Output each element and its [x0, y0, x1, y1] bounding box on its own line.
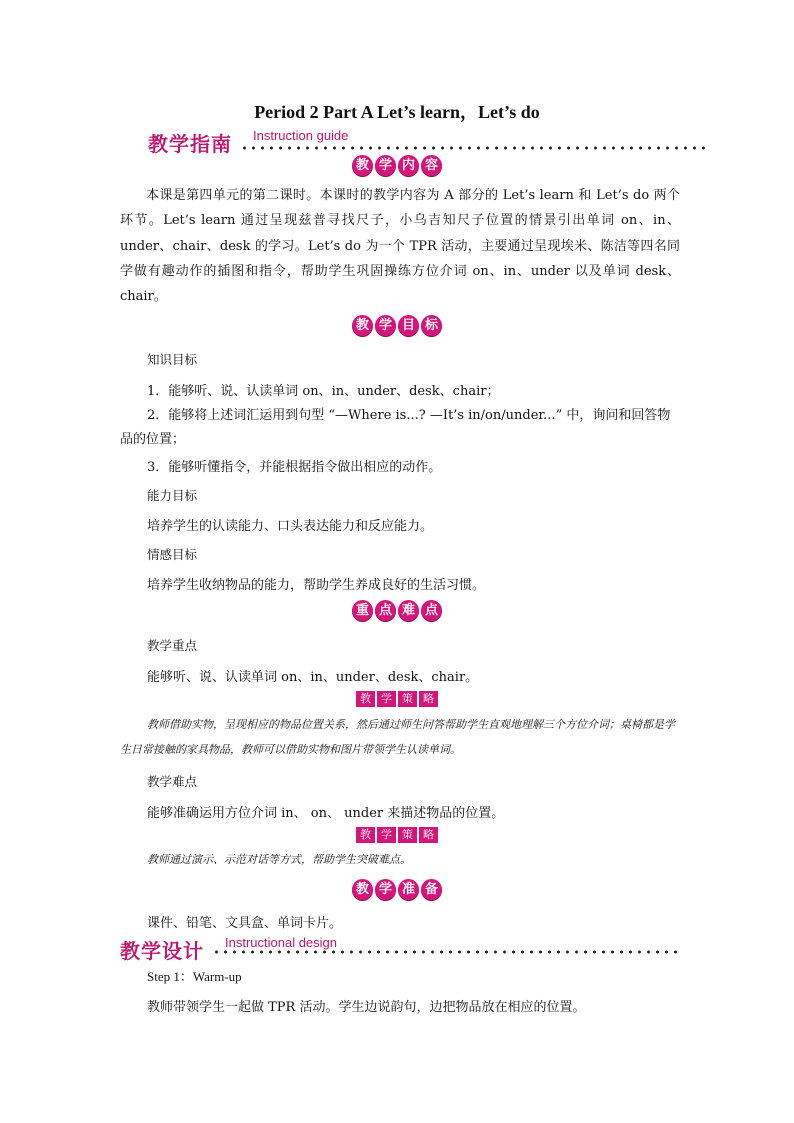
badge-char: 教	[352, 155, 373, 176]
badge-teaching-strategy-2	[0, 827, 794, 843]
strategy-2-text: 教师通过演示、示范对话等方式，帮助学生突破难点。	[147, 853, 411, 866]
knowledge-goal-2: 2．能够将上述词汇运用到句型 “—Where is...? —It’s in/on/under...” 中，询问和回答物品的位置；	[120, 408, 671, 447]
badge-char: 重	[352, 600, 373, 621]
ability-goals-label: 能力目标	[147, 488, 198, 503]
badge-char: 教	[352, 879, 373, 900]
badge-char: 难	[398, 600, 419, 621]
badge-teaching-goals	[0, 315, 794, 336]
section-header-instructional-design	[120, 935, 685, 961]
step-1-text: 教师带领学生一起做 TPR 活动。学生边说韵句，边把物品放在相应的位置。	[147, 1000, 586, 1015]
teaching-focus-label: 教学重点	[147, 638, 198, 653]
teaching-prep-text: 课件、铅笔、文具盒、单词卡片。	[147, 916, 343, 931]
teaching-difficulty-label: 教学难点	[147, 774, 198, 789]
badge-char: 容	[421, 155, 442, 176]
badge-char: 教	[352, 315, 373, 336]
dotted-divider	[212, 950, 682, 954]
badge-char: 目	[398, 315, 419, 336]
strategy-1-text: 教师借助实物，呈现相应的物品位置关系，然后通过师生问答帮助学生直观地理解三个方位介词；桌椅都是学生日常接触的家具物品，教师可以借助实物和图片带领学生认读单词。	[120, 718, 675, 756]
emotion-goals-label: 情感目标	[147, 547, 198, 562]
strategy-char: 略	[419, 691, 438, 707]
strategy-char: 学	[377, 827, 396, 843]
section-title-cn: 教学指南	[148, 132, 232, 156]
knowledge-goal-1: 1．能够听、说、认读单词 on、in、under、desk、chair；	[147, 384, 500, 399]
badge-char: 标	[421, 315, 442, 336]
badge-char: 学	[375, 879, 396, 900]
knowledge-goals-label: 知识目标	[147, 352, 198, 367]
teaching-focus-text: 能够听、说、认读单词 on、in、under、desk、chair。	[147, 670, 479, 685]
badge-key-difficult	[0, 600, 794, 621]
lesson-title: Period 2 Part A Let’s learn，Let’s do	[254, 102, 540, 122]
badge-char: 备	[421, 879, 442, 900]
strategy-char: 略	[419, 827, 438, 843]
badge-teaching-prep	[0, 879, 794, 900]
dotted-divider	[240, 146, 710, 150]
badge-char: 点	[375, 600, 396, 621]
section-title-en: Instructional design	[225, 935, 338, 950]
strategy-char: 教	[356, 827, 375, 843]
badge-char: 点	[421, 600, 442, 621]
knowledge-goal-3: 3．能够听懂指令，并能根据指令做出相应的动作。	[147, 460, 442, 475]
strategy-char: 学	[377, 691, 396, 707]
section-title-en: Instruction guide	[253, 128, 349, 143]
section-header-instruction-guide	[148, 128, 713, 154]
badge-char: 内	[398, 155, 419, 176]
step-1-heading: Step 1：Warm-up	[147, 969, 242, 984]
badge-char: 准	[398, 879, 419, 900]
badge-teaching-strategy-1	[0, 691, 794, 707]
strategy-char: 策	[398, 691, 417, 707]
emotion-goal: 培养学生收纳物品的能力，帮助学生养成良好的生活习惯。	[147, 578, 486, 593]
badge-teaching-content	[0, 155, 794, 176]
badge-char: 学	[375, 155, 396, 176]
strategy-char: 策	[398, 827, 417, 843]
teaching-difficulty-text: 能够准确运用方位介词 in、 on、 under 来描述物品的位置。	[147, 806, 505, 821]
ability-goal: 培养学生的认读能力、口头表达能力和反应能力。	[147, 519, 434, 534]
section-title-cn: 教学设计	[120, 939, 204, 963]
content-paragraph: 本课是第四单元的第二课时。本课时的教学内容为 A 部分的 Let’s learn 和 Let’s do 两个环节。Let’s learn 通过呈现兹普寻找尺子，小乌吉知尺子位置的情景引出单词 on、in、under、chair、desk 的学习。Let’s do 为一个 TPR 活动，主要通过呈现埃米、陈洁等四名同学做有趣动作的插图和指令，帮助学生巩固操练方位介词 on、in、under 以及单词 desk、chair。	[120, 188, 680, 305]
strategy-char: 教	[356, 691, 375, 707]
badge-char: 学	[375, 315, 396, 336]
